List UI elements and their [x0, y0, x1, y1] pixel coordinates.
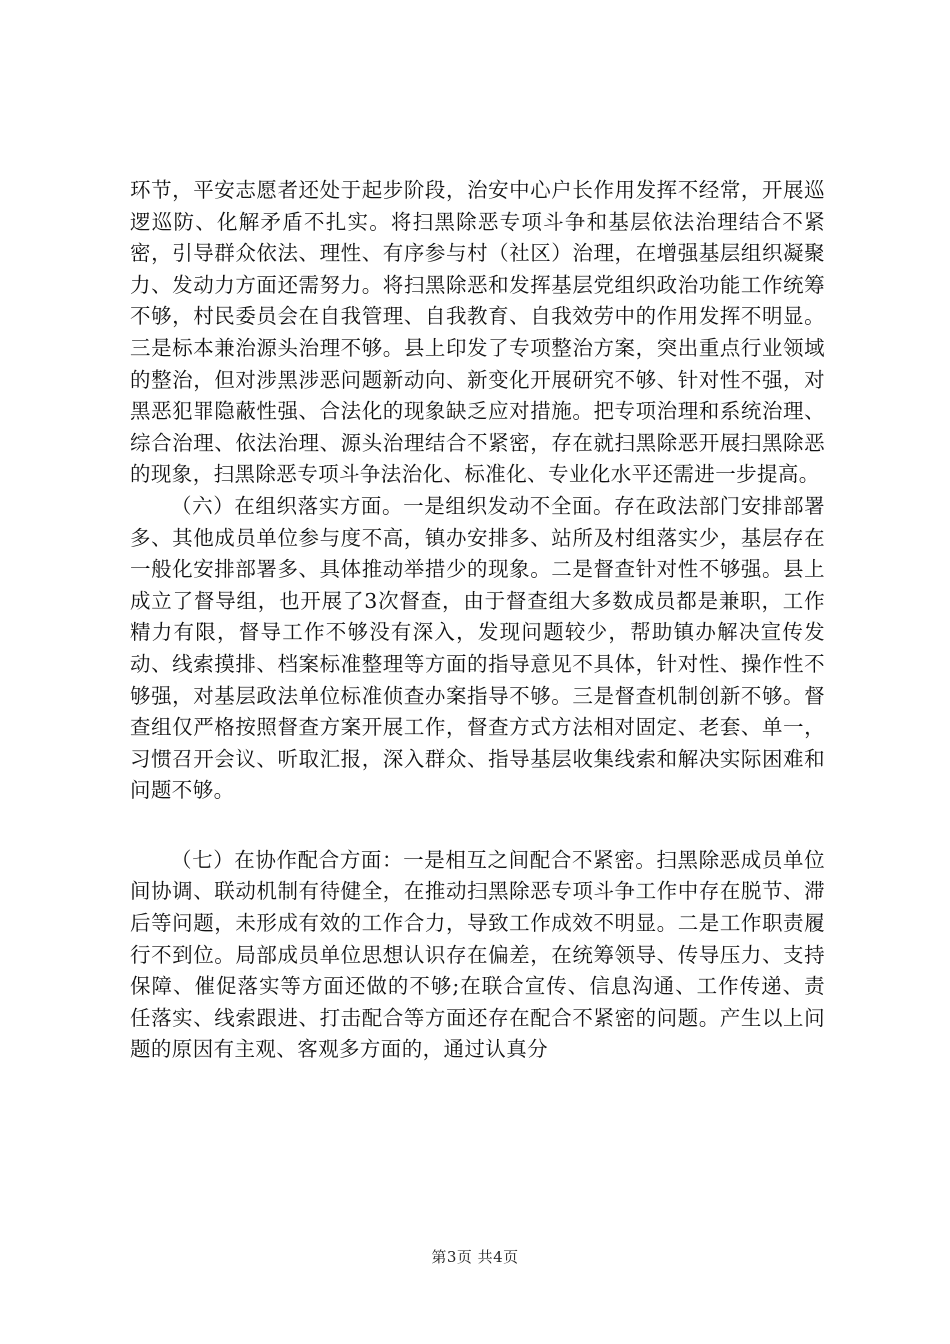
- page-footer: 第3页 共4页: [431, 1248, 519, 1266]
- paragraph-continuation: 环节，平安志愿者还处于起步阶段，治安中心户长作用发挥不经常，开展巡逻巡防、化解矛盾不扎实。将扫黑除恶专项斗争和基层依法治理结合不紧密，引导群众依法、理性、有序参与村（社区）治理，在增强基层组织凝聚力、发动力方面还需努力。将扫黑除恶和发挥基层党组织政治功能工作统筹不够，村民委员会在自我管理、自我教育、自我效劳中的作用发挥不明显。三是标本兼治源头治理不够。县上印发了专项整治方案，突出重点行业领域的整治，但对涉黑涉恶问题新动向、新变化开展研究不够、针对性不强，对黑恶犯罪隐蔽性强、合法化的现象缺乏应对措施。把专项治理和系统治理、综合治理、依法治理、源头治理结合不紧密，存在就扫黑除恶开展扫黑除恶的现象，扫黑除恶专项斗争法治化、标准化、专业化水平还需进一步提高。: [130, 178, 825, 487]
- document-body: [130, 175, 825, 1066]
- paragraph-section-seven: （七）在协作配合方面：一是相互之间配合不紧密。扫黑除恶成员单位间协调、联动机制有待健全，在推动扫黑除恶专项斗争工作中存在脱节、滞后等问题，未形成有效的工作合力，导致工作成效不明显。二是工作职责履行不到位。局部成员单位思想认识存在偏差，在统筹领导、传导压力、支持保障、催促落实等方面还做的不够;在联合宣传、信息沟通、工作传递、责任落实、线索跟进、打击配合等方面还存在配合不紧密的问题。产生以上问题的原因有主观、客观多方面的，通过认真分: [130, 847, 825, 1062]
- paragraph-section-six: （六）在组织落实方面。一是组织发动不全面。存在政法部门安排部署多、其他成员单位参与度不高，镇办安排多、站所及村组落实少，基层存在一般化安排部署多、具体推动举措少的现象。二是督查针对性不够强。县上成立了督导组，也开展了3次督查，由于督查组大多数成员都是兼职，工作精力有限，督导工作不够没有深入，发现问题较少，帮助镇办解决宣传发动、线索摸排、档案标准整理等方面的指导意见不具体，针对性、操作性不够强，对基层政法单位标准侦查办案指导不够。三是督查机制创新不够。督查组仅严格按照督查方案开展工作，督查方式方法相对固定、老套、单一，习惯召开会议、听取汇报，深入群众、指导基层收集线索和解决实际困难和问题不够。: [130, 493, 825, 803]
